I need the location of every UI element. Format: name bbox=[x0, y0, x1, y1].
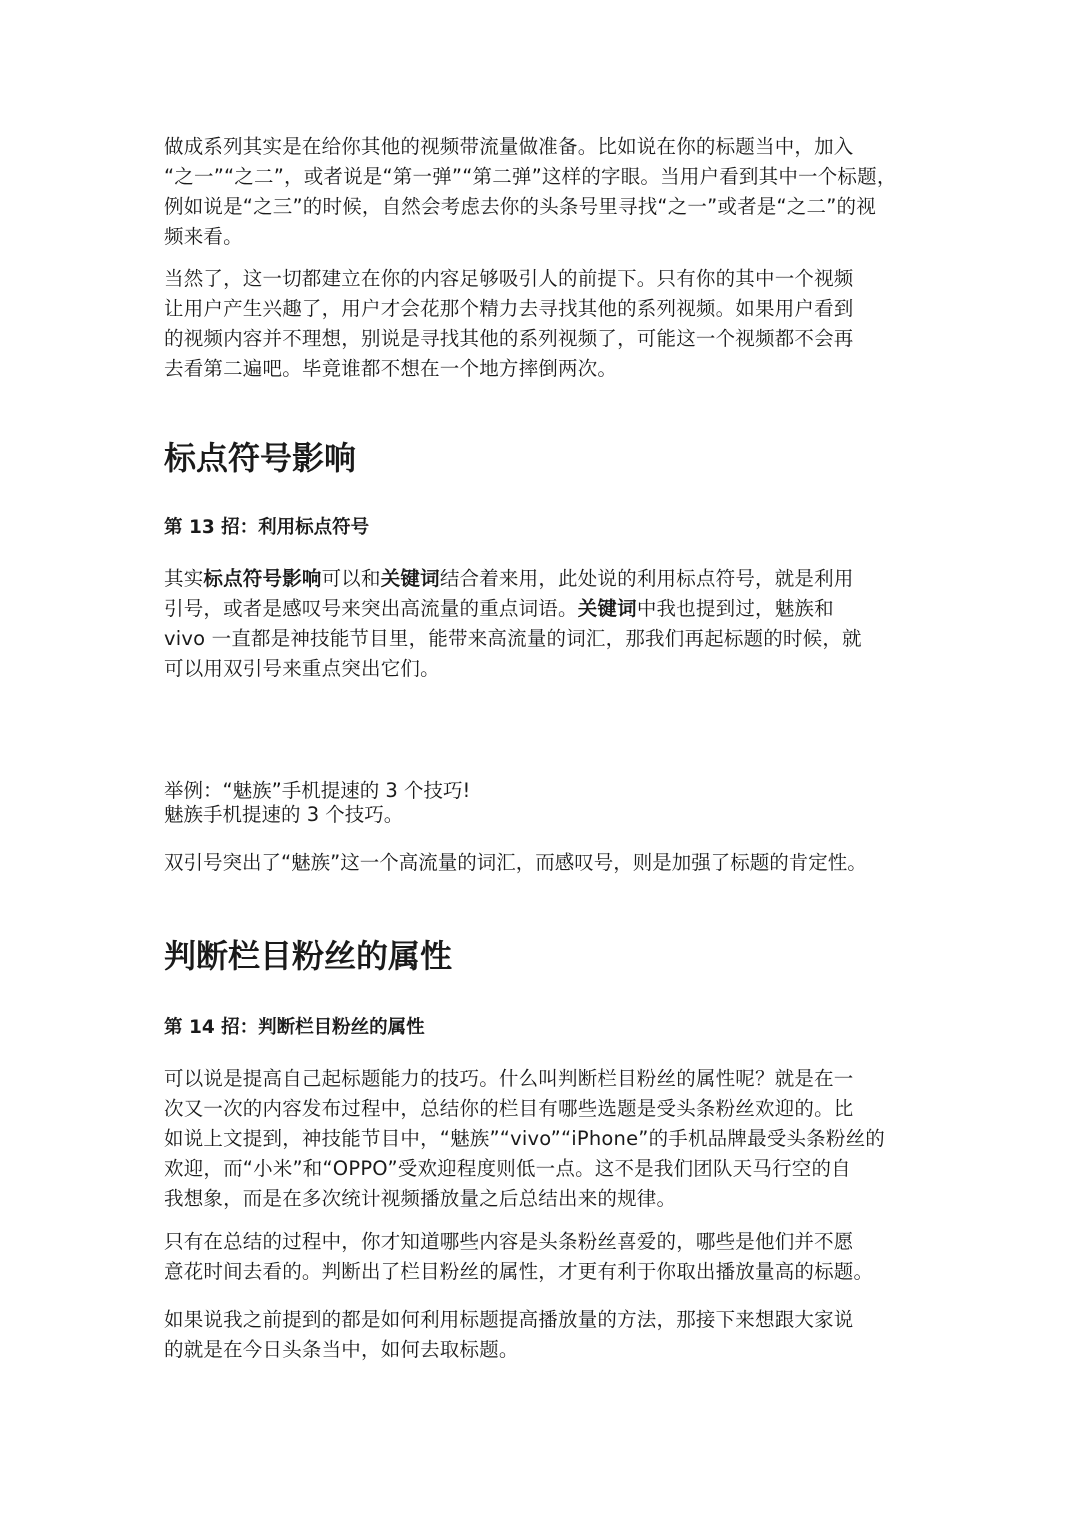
paragraph-punctuation-body bbox=[164, 564, 920, 684]
text-line: 我想象，而是在多次统计视频播放量之后总结出来的规律。 bbox=[164, 1187, 677, 1210]
paragraph-fans-body bbox=[164, 1064, 920, 1214]
bold-term: 标点符号影响 bbox=[203, 567, 322, 590]
text-line: 去看第二遍吧。毕竟谁都不想在一个地方摔倒两次。 bbox=[164, 357, 618, 380]
text-line: “之一”“之二”，或者说是“第一弹”“第二弹”这样的字眼。当用户看到其中一个标题， bbox=[164, 165, 897, 188]
section-heading-punctuation: 标点符号影响 bbox=[164, 439, 357, 477]
bold-term: 关键词 bbox=[577, 597, 637, 620]
subheading-tip-13: 第 13 招：利用标点符号 bbox=[164, 517, 370, 538]
paragraph-summary bbox=[164, 1227, 920, 1287]
text-line: 让用户产生兴趣了，用户才会花那个精力去寻找其他的系列视频。如果用户看到 bbox=[164, 297, 854, 320]
text-line: 如果说我之前提到的都是如何利用标题提高播放量的方法，那接下来想跟大家说 bbox=[164, 1308, 854, 1331]
section-heading-fans: 判断栏目粉丝的属性 bbox=[164, 937, 453, 975]
text-line: vivo 一直都是神技能节目里，能带来高流量的词汇，那我们再起标题的时候，就 bbox=[164, 627, 862, 650]
text-line: 可以说是提高自己起标题能力的技巧。什么叫判断栏目粉丝的属性呢？就是在一 bbox=[164, 1067, 854, 1090]
text-line: 当然了，这一切都建立在你的内容足够吸引人的前提下。只有你的其中一个视频 bbox=[164, 267, 854, 290]
text-line: 如说上文提到，神技能节目中，“魅族”“vivo”“iPhone”的手机品牌最受头条粉丝的 bbox=[164, 1127, 885, 1150]
text-line: 频来看。 bbox=[164, 225, 243, 248]
subheading-tip-14: 第 14 招：判断栏目粉丝的属性 bbox=[164, 1017, 425, 1038]
text-line: 其实标点符号影响可以和关键词结合着来用，此处说的利用标点符号，就是利用 bbox=[164, 567, 854, 590]
text-line: 的就是在今日头条当中，如何去取标题。 bbox=[164, 1338, 519, 1361]
text-line: 例如说是“之三”的时候，自然会考虑去你的头条号里寻找“之一”或者是“之二”的视 bbox=[164, 195, 876, 218]
text-line: 做成系列其实是在给你其他的视频带流量做准备。比如说在你的标题当中，加入 bbox=[164, 135, 854, 158]
example-explanation: 双引号突出了“魅族”这一个高流量的词汇，而感叹号，则是加强了标题的肯定性。 bbox=[164, 851, 867, 874]
text-line: 引号，或者是感叹号来突出高流量的重点词语。关键词中我也提到过，魅族和 bbox=[164, 597, 834, 620]
text-line: 的视频内容并不理想，别说是寻找其他的系列视频了，可能这一个视频都不会再 bbox=[164, 327, 854, 350]
text-line: 欢迎，而“小米”和“OPPO”受欢迎程度则低一点。这不是我们团队天马行空的自 bbox=[164, 1157, 851, 1180]
text-line: 可以用双引号来重点突出它们。 bbox=[164, 657, 440, 680]
example-title-1: 举例：“魅族”手机提速的 3 个技巧! bbox=[164, 779, 471, 802]
text-line: 次又一次的内容发布过程中，总结你的栏目有哪些选题是受头条粉丝欢迎的。比 bbox=[164, 1097, 854, 1120]
text-line: 只有在总结的过程中，你才知道哪些内容是头条粉丝喜爱的，哪些是他们并不愿 bbox=[164, 1230, 854, 1253]
example-title-2: 魅族手机提速的 3 个技巧。 bbox=[164, 803, 404, 826]
text-line: 意花时间去看的。判断出了栏目粉丝的属性，才更有利于你取出播放量高的标题。 bbox=[164, 1260, 874, 1283]
bold-term: 关键词 bbox=[380, 567, 440, 590]
paragraph-content-appeal bbox=[164, 264, 920, 384]
paragraph-transition bbox=[164, 1305, 920, 1365]
paragraph-series bbox=[164, 132, 920, 252]
